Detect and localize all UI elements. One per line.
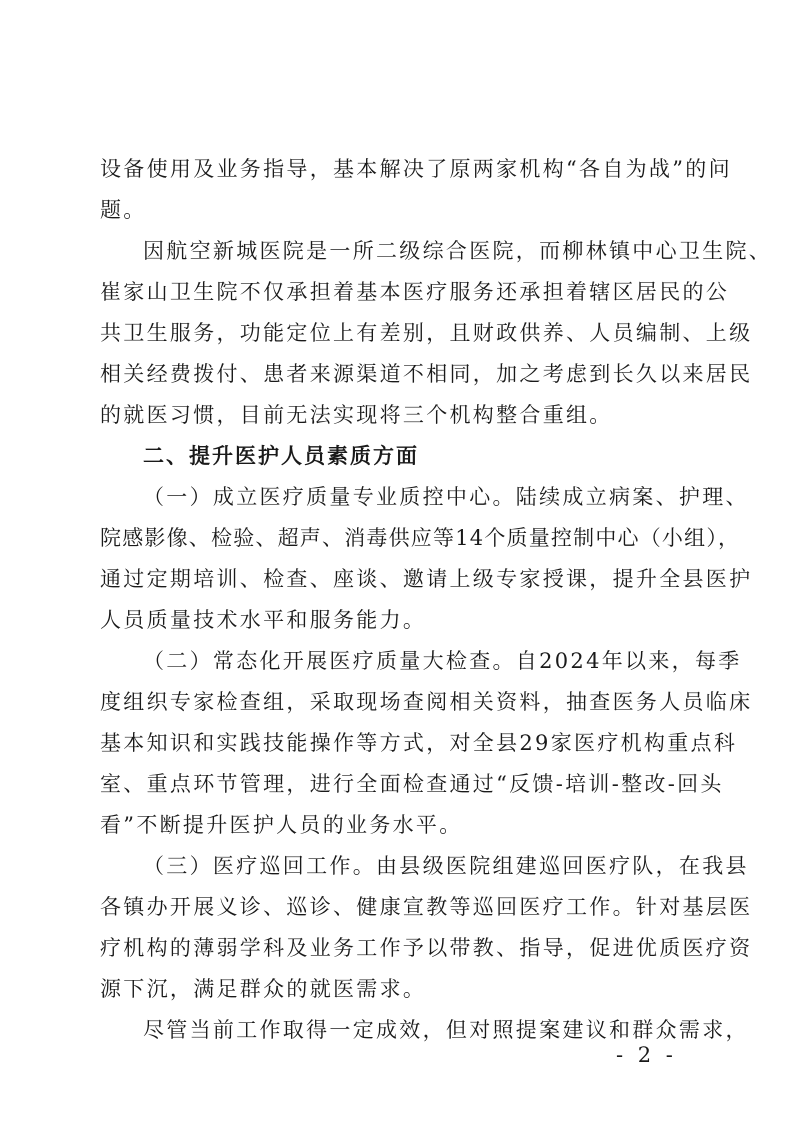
text-line: 人员质量技术水平和服务能力。 xyxy=(100,608,427,632)
text-line: 的就医习惯，目前无法实现将三个机构整合重组。 xyxy=(100,403,613,427)
text-line: 度组织专家检查组，采取现场查阅相关资料，抽查医务人员临床 xyxy=(100,690,753,714)
text-line: 看”不断提升医护人员的业务水平。 xyxy=(100,813,463,837)
text-line: 共卫生服务，功能定位上有差别，且财政供养、人员编制、上级 xyxy=(100,321,753,345)
text-line: 室、重点环节管理，进行全面检查通过“反馈-培训-整改-回头 xyxy=(100,772,724,796)
text-line: 设备使用及业务指导，基本解决了原两家机构“各自为战”的问 xyxy=(100,157,732,181)
text-line: 疗机构的薄弱学科及业务工作予以带教、指导，促进优质医疗资 xyxy=(100,936,753,960)
text-line: 通过定期培训、检查、座谈、邀请上级专家授课，提升全县医护 xyxy=(100,567,753,591)
text-line: （二）常态化开展医疗质量大检查。自2024年以来，每季 xyxy=(143,649,742,673)
text-line: 因航空新城医院是一所二级综合医院，而柳林镇中心卫生院、 xyxy=(143,239,773,263)
text-line: （一）成立医疗质量专业质控中心。陆续成立病案、护理、 xyxy=(143,485,749,509)
text-line: 题。 xyxy=(100,198,147,222)
text-line: 院感影像、检验、超声、消毒供应等14个质量控制中心（小组）， xyxy=(100,526,741,550)
text-line: 相关经费拨付、患者来源渠道不相同，加之考虑到长久以来居民 xyxy=(100,362,753,386)
text-line: 崔家山卫生院不仅承担着基本医疗服务还承担着辖区居民的公 xyxy=(100,280,730,304)
text-line: 尽管当前工作取得一定成效，但对照提案建议和群众需求， xyxy=(143,1018,749,1042)
page-number: - 2 - xyxy=(616,1043,677,1067)
text-line: 基本知识和实践技能操作等方式，对全县29家医疗机构重点科 xyxy=(100,731,738,755)
section-heading: 二、提升医护人员素质方面 xyxy=(143,444,419,468)
text-line: 源下沉，满足群众的就医需求。 xyxy=(100,977,427,1001)
text-line: （三）医疗巡回工作。由县级医院组建巡回医疗队，在我县 xyxy=(143,854,749,878)
text-line: 各镇办开展义诊、巡诊、健康宣教等巡回医疗工作。针对基层医 xyxy=(100,895,753,919)
